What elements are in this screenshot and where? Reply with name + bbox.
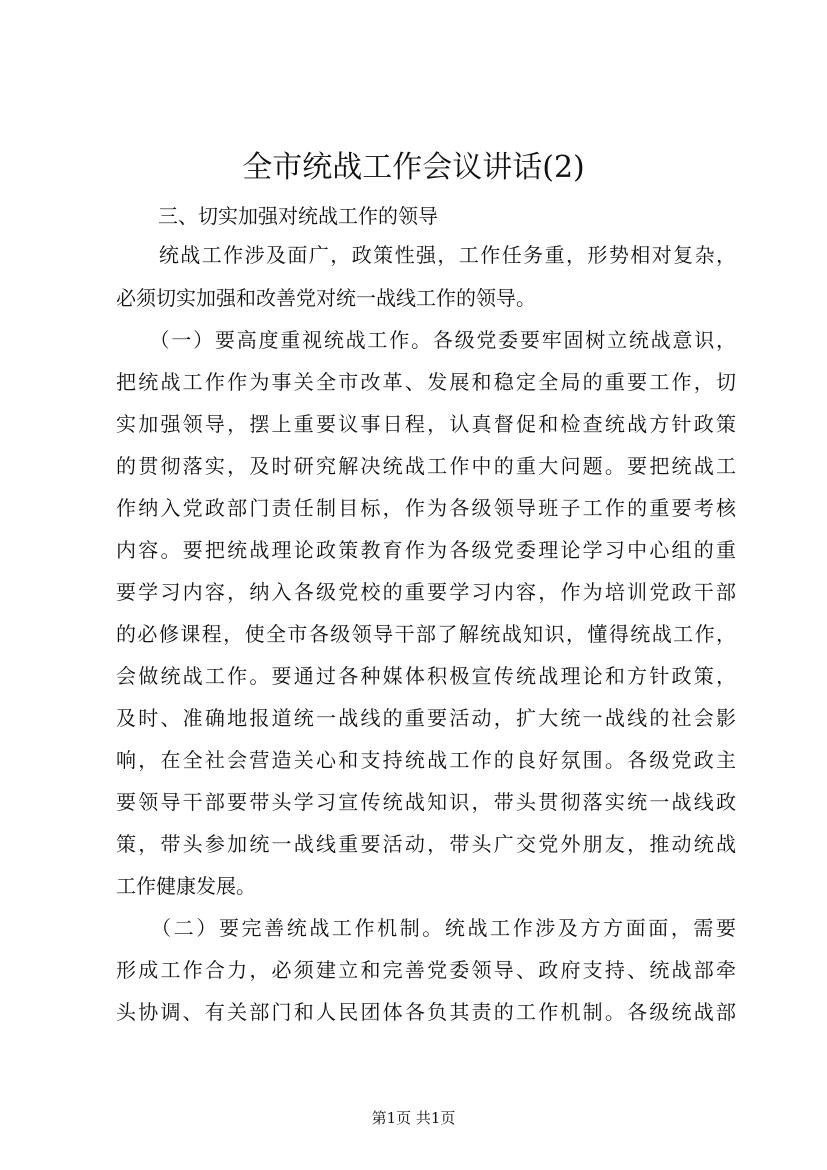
body-line: 头协调、有关部门和人民团体各负其责的工作机制。各级统战部	[116, 1000, 736, 1024]
body-line: 统战工作涉及面广，政策性强，工作任务重，形势相对复杂，	[116, 243, 736, 267]
body-line: 实加强领导，摆上重要议事日程，认真督促和检查统战方针政策	[116, 412, 736, 436]
section-heading: 三、切实加强对统战工作的领导	[158, 204, 438, 228]
body-line: 要学习内容，纳入各级党校的重要学习内容，作为培训党政干部	[116, 580, 736, 604]
body-line: 内容。要把统战理论政策教育作为各级党委理论学习中心组的重	[116, 538, 736, 562]
body-line: 的必修课程，使全市各级领导干部了解统战知识，懂得统战工作，	[116, 622, 736, 646]
body-line: 作纳入党政部门责任制目标，作为各级领导班子工作的重要考核	[116, 496, 736, 520]
body-line: 形成工作合力，必须建立和完善党委领导、政府支持、统战部牵	[116, 958, 736, 982]
body-line: （一）要高度重视统战工作。各级党委要牢固树立统战意识，	[116, 328, 736, 352]
body-line: 及时、准确地报道统一战线的重要活动，扩大统一战线的社会影	[116, 706, 736, 730]
page-footer: 第1页 共1页	[371, 1109, 456, 1127]
body-line: 工作健康发展。	[116, 874, 256, 898]
body-line: 策，带头参加统一战线重要活动，带头广交党外朋友，推动统战	[116, 832, 736, 856]
body-line: 必须切实加强和改善党对统一战线工作的领导。	[116, 286, 536, 310]
body-line: （二）要完善统战工作机制。统战工作涉及方方面面，需要	[116, 916, 736, 940]
body-line: 要领导干部要带头学习宣传统战知识，带头贯彻落实统一战线政	[116, 790, 736, 814]
body-line: 把统战工作作为事关全市改革、发展和稳定全局的重要工作，切	[116, 370, 736, 394]
body-line: 的贯彻落实，及时研究解决统战工作中的重大问题。要把统战工	[116, 454, 736, 478]
body-line: 响，在全社会营造关心和支持统战工作的良好氛围。各级党政主	[116, 748, 736, 772]
document-title: 全市统战工作会议讲话(2)	[242, 150, 585, 185]
body-line: 会做统战工作。要通过各种媒体积极宣传统战理论和方针政策，	[116, 664, 736, 688]
